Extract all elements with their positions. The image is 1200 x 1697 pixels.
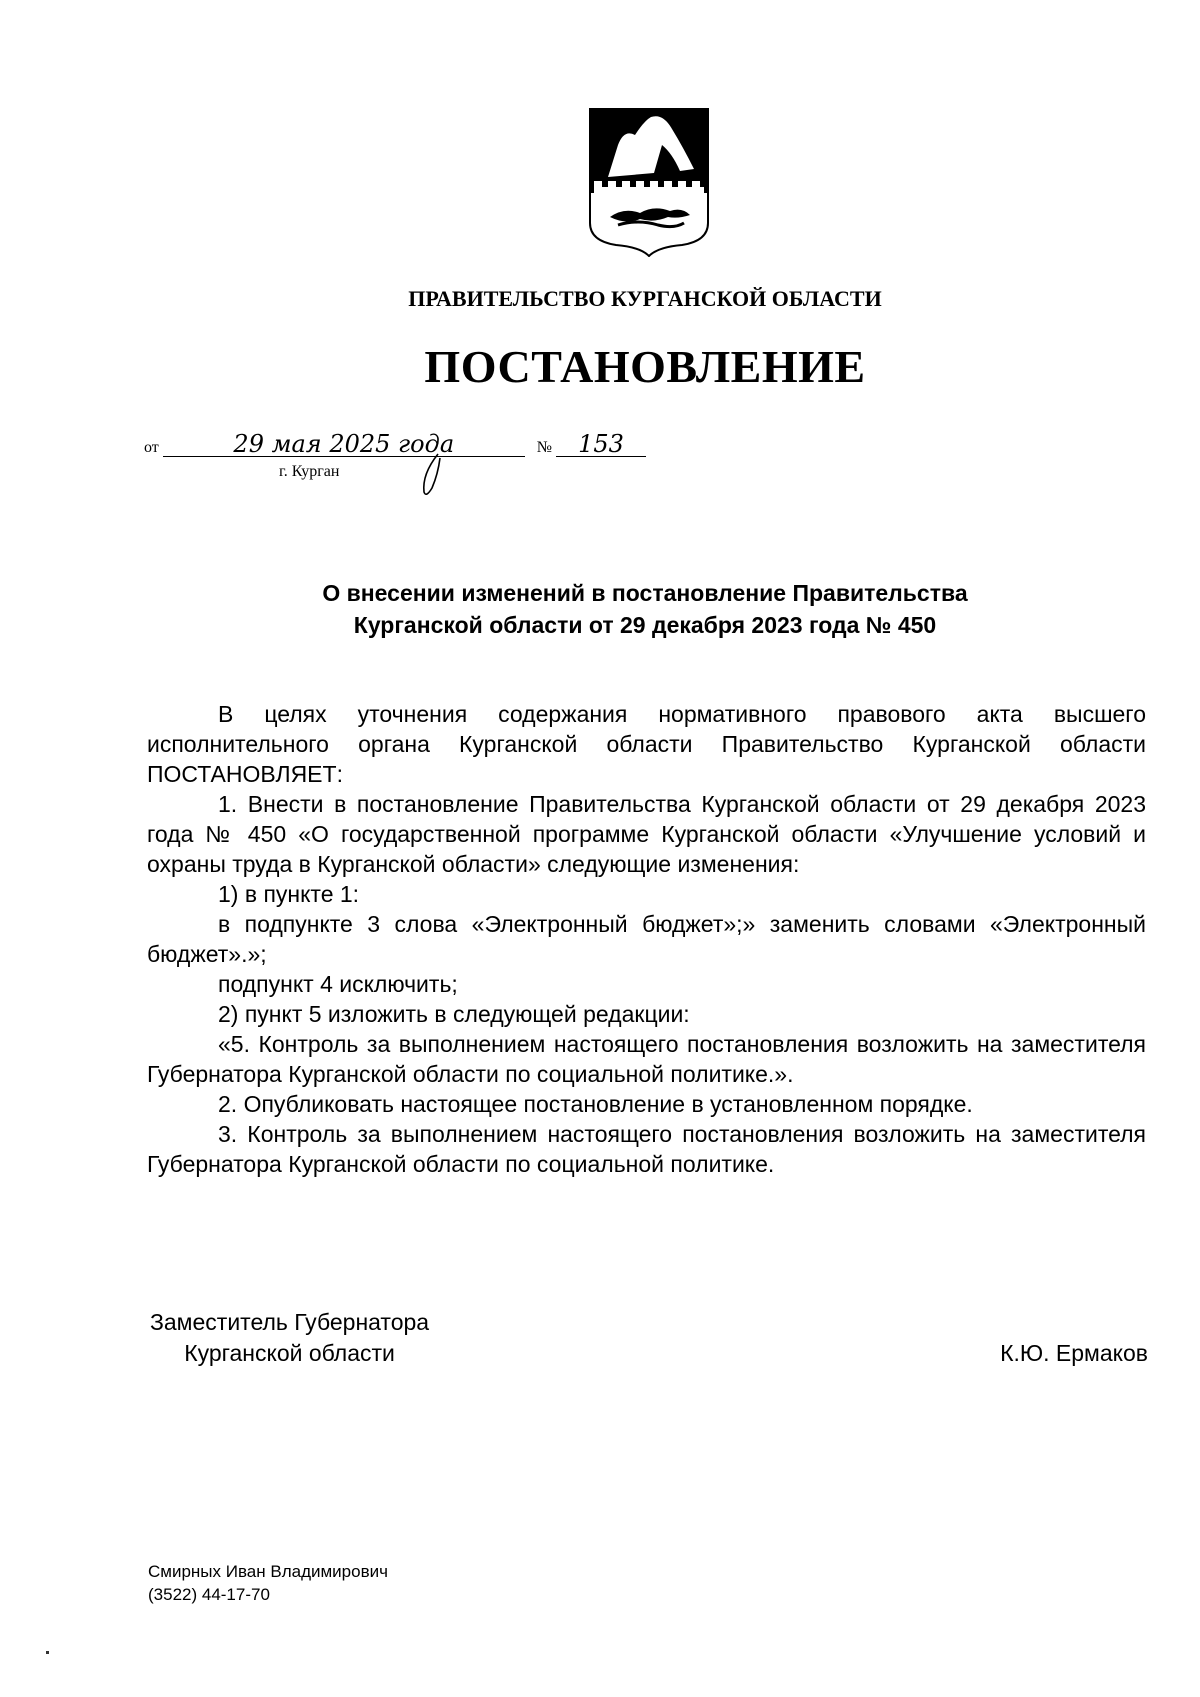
scan-speck xyxy=(46,1651,49,1654)
signatory-position-line-2: Курганской области xyxy=(184,1340,395,1366)
body-paragraph: 3. Контроль за выполнением настоящего постановления возложить на заместителя Губернатора Курганской области по социальной политике. xyxy=(147,1121,1146,1177)
issuing-authority: ПРАВИТЕЛЬСТВО КУРГАНСКОЙ ОБЛАСТИ xyxy=(408,286,882,311)
city-label: г. Курган xyxy=(279,463,340,480)
signatory-position xyxy=(150,1307,429,1369)
coat-of-arms-emblem xyxy=(588,107,710,257)
document-title xyxy=(0,577,1200,641)
body-paragraph: в подпункте 3 слова «Электронный бюджет»;» заменить словами «Электронный бюджет».»; xyxy=(147,911,1146,967)
handwritten-date: 29 мая 2025 года xyxy=(163,432,525,457)
body-paragraph: 1. Внести в постановление Правительства Курганской области от 29 декабря 2023 года № 450 «О государственной программе Курганской области «Улучшение условий и охраны труда в Курганской области» следующие изменения: xyxy=(147,791,1146,877)
body-paragraph: В целях уточнения содержания нормативного правового акта высшего исполнительного органа Курганской области Правительство Курганской области ПОСТАНОВЛЯЕТ: xyxy=(147,701,1146,787)
body-paragraph: 2. Опубликовать настоящее постановление в установленном порядке. xyxy=(218,1091,973,1117)
body-paragraph: подпункт 4 исключить; xyxy=(218,971,458,997)
executor-name: Смирных Иван Владимирович xyxy=(148,1562,388,1581)
body-paragraph: 2) пункт 5 изложить в следующей редакции: xyxy=(218,1001,690,1027)
document-type-heading: ПОСТАНОВЛЕНИЕ xyxy=(424,341,866,392)
number-label: № xyxy=(536,439,553,456)
title-line-2: Курганской области от 29 декабря 2023 года № 450 xyxy=(353,612,937,638)
handwritten-number: 153 xyxy=(556,432,646,457)
handwriting-stroke xyxy=(418,452,444,498)
date-number-line xyxy=(144,432,646,457)
signatory-name: К.Ю. Ермаков xyxy=(1000,1340,1148,1366)
date-from-label: от xyxy=(144,439,159,456)
body-paragraph: «5. Контроль за выполнением настоящего постановления возложить на заместителя Губернатора Курганской области по социальной политике.». xyxy=(147,1031,1146,1087)
title-line-1: О внесении изменений в постановление Правительства xyxy=(322,580,968,606)
executor-phone: (3522) 44-17-70 xyxy=(148,1585,270,1604)
executor-info xyxy=(148,1560,388,1606)
document-body xyxy=(147,699,1146,1179)
signatory-position-line-1: Заместитель Губернатора xyxy=(150,1309,430,1335)
body-paragraph: 1) в пункте 1: xyxy=(218,881,360,907)
